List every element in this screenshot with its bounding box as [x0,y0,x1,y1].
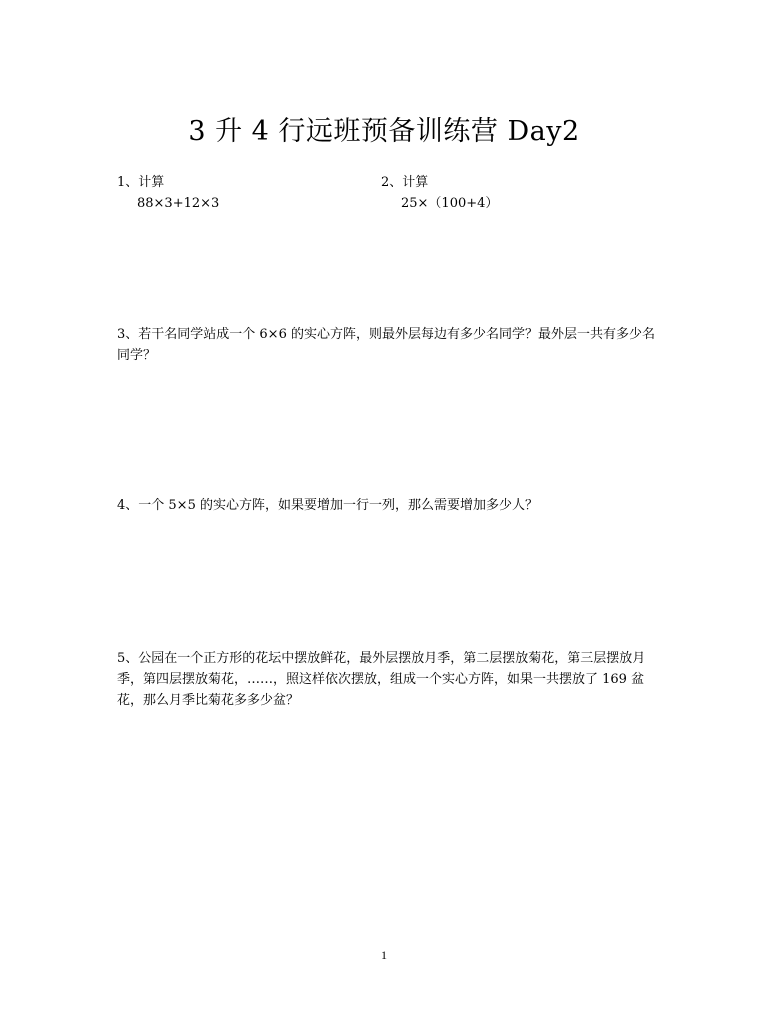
question-1-expression: 88×3+12×3 [137,196,220,211]
question-1 [117,172,367,214]
question-2-expression: 25×（100+4） [401,196,499,211]
question-4-text: 4、一个 5×5 的实心方阵，如果要增加一行一列，那么需要增加多少人？ [117,498,538,513]
question-4 [117,495,657,516]
question-5 [117,648,657,711]
question-5-text: 5、公园在一个正方形的花坛中摆放鲜花，最外层摆放月季，第二层摆放菊花，第三层摆放月季，第四层摆放菊花，……，照这样依次摆放，组成一个实心方阵，如果一共摆放了 169 盆花，那么月季比菊花多多少盆？ [117,651,646,708]
question-1-label: 1、计算 [117,175,165,190]
page-number: 1 [381,948,387,962]
question-2 [381,172,651,214]
question-3-text: 3、若干名同学站成一个 6×6 的实心方阵，则最外层每边有多少名同学？最外层一共有多少名同学？ [117,327,655,363]
page-title: 3 升 4 行远班预备训练营 Day2 [188,116,580,147]
question-2-label: 2、计算 [381,175,429,190]
question-3 [117,324,657,366]
